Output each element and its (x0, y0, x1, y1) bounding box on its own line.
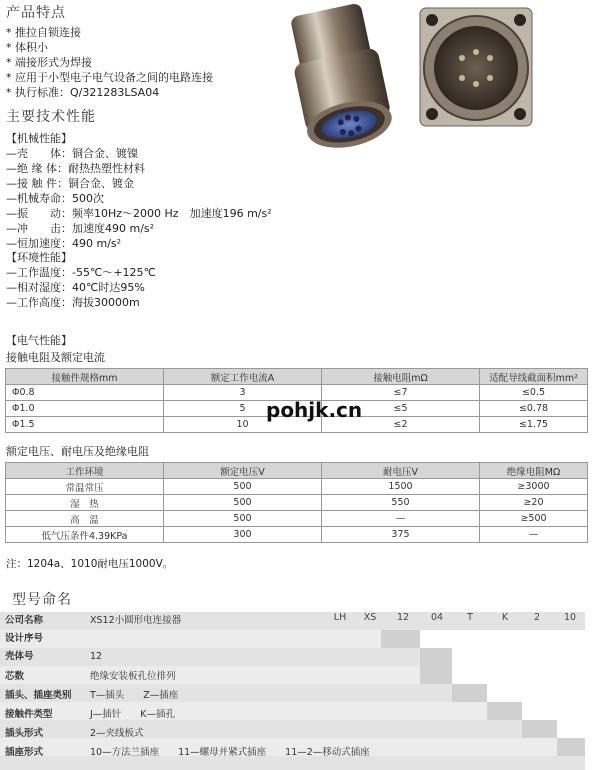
spec-line: —绝 缘 体：耐热热塑性材料 (6, 162, 145, 175)
table-cell: 500 (164, 495, 322, 511)
socket-connector-image (420, 8, 532, 126)
table-header-row (6, 463, 588, 479)
table-row (6, 479, 588, 495)
table-cell: ≤0.78 (480, 401, 588, 417)
table-cell: 300 (164, 527, 322, 543)
connector-product-photo (262, 0, 552, 160)
model-code: 12 (396, 612, 410, 623)
model-row-label: 设计序号 (5, 633, 44, 644)
feature-list (6, 25, 213, 100)
section-title-tech: 主要技术性能 (6, 109, 96, 125)
step-band (420, 648, 452, 684)
table-header-cell: 接触件规格mm (6, 369, 164, 385)
table-cell: 低气压条件4.39KPa (6, 527, 164, 543)
spec-line: —振 动：频率10Hz～2000 Hz 加速度196 m/s² (6, 207, 272, 220)
step-band (381, 630, 420, 648)
table-cell: Φ1.0 (6, 401, 164, 417)
table-cell: 常温常压 (6, 479, 164, 495)
table-cell: Φ1.5 (6, 417, 164, 433)
table-row (6, 511, 588, 527)
note-text: 注：1204a、1010耐电压1000V。 (6, 558, 174, 570)
table-row (6, 495, 588, 511)
model-row-label: 接触件类型 (5, 709, 53, 720)
table-header-cell: 适配导线截面积mm² (480, 369, 588, 385)
spec-line: —冲 击：加速度490 m/s² (6, 222, 155, 235)
model-row-value: 绝缘安装板孔位排列 (90, 671, 176, 682)
spec-line: —接 触 件：铜合金、镀金 (6, 177, 134, 190)
table-header-cell: 绝缘电阻MΩ (480, 463, 588, 479)
model-row-value: T—插头 Z—插座 (90, 690, 179, 701)
model-code: K (501, 612, 509, 623)
model-row-value: XS12小圆形电连接器 (90, 615, 182, 626)
table-cell: ≤0.5 (480, 385, 588, 401)
table-cell: 500 (164, 511, 322, 527)
table-header-cell: 接触电阻mΩ (322, 369, 480, 385)
spec-line: —工作高度：海拔30000m (6, 296, 140, 309)
feature-item: * 执行标准：Q/321283LSA04 (6, 86, 160, 99)
model-row-value: 2—夹线板式 (90, 728, 144, 739)
mechanical-section (6, 131, 272, 251)
model-row-label: 插座形式 (5, 747, 44, 758)
section-title-product-features: 产品特点 (6, 5, 66, 21)
feature-item: * 端接形式为焊接 (6, 56, 92, 69)
model-row-label: 插头、插座类别 (5, 690, 72, 701)
table-cell: Φ0.8 (6, 385, 164, 401)
plug-connector-image (283, 1, 396, 155)
voltage-table-title: 额定电压、耐电压及绝缘电阻 (6, 445, 149, 458)
model-row (0, 744, 585, 762)
model-code: XS (363, 612, 377, 623)
table-cell: 10 (164, 417, 322, 433)
table-cell: ≥3000 (480, 479, 588, 495)
model-code: LH (333, 612, 347, 623)
model-code: T (467, 612, 473, 623)
table-cell: 550 (322, 495, 480, 511)
step-band (522, 720, 557, 738)
table-cell: — (322, 511, 480, 527)
model-code: 10 (563, 612, 577, 623)
model-row-label: 公司名称 (5, 615, 44, 626)
model-row-value: 12 (90, 651, 103, 662)
table-cell: ≤1.75 (480, 417, 588, 433)
spec-line: —相对湿度：40℃时达95% (6, 281, 145, 294)
spec-line: —工作温度：-55℃～+125℃ (6, 266, 156, 279)
model-row-value: J—插针 K—插孔 (90, 709, 176, 720)
spec-line: —机械寿命：500次 (6, 192, 104, 205)
model-row (0, 668, 420, 686)
model-row-label: 插头形式 (5, 728, 44, 739)
feature-item: * 推拉自锁连接 (6, 26, 81, 39)
table-cell: ≥500 (480, 511, 588, 527)
electrical-title: 【电气性能】 (6, 334, 72, 347)
table-cell: ≤7 (322, 385, 480, 401)
step-band (487, 702, 522, 720)
feature-item: * 体积小 (6, 41, 48, 54)
model-row (0, 648, 420, 666)
model-row (0, 725, 520, 743)
table-cell: ≤2 (322, 417, 480, 433)
model-row (0, 612, 320, 630)
table-cell: 高 温 (6, 511, 164, 527)
table-cell: 湿 热 (6, 495, 164, 511)
model-row-value: 10—方法兰插座 11—螺母并紧式插座 11—2—移动式插座 (90, 747, 370, 758)
model-code: 04 (430, 612, 444, 623)
environment-title: 【环境性能】 (6, 251, 72, 264)
contact-table-title: 接触电阻及额定电流 (6, 351, 105, 364)
voltage-table (5, 462, 588, 543)
spec-line: —恒加速度：490 m/s² (6, 237, 122, 250)
table-cell: 5 (164, 401, 322, 417)
table-header-cell: 工作环境 (6, 463, 164, 479)
environment-section (6, 250, 156, 310)
model-row (0, 630, 380, 648)
mechanical-title: 【机械性能】 (6, 132, 72, 145)
table-cell: ≥20 (480, 495, 588, 511)
watermark-text: pohjk.cn (266, 398, 363, 422)
table-cell: — (480, 527, 588, 543)
model-naming-diagram (0, 612, 600, 770)
table-row (6, 527, 588, 543)
model-row-label: 壳体号 (5, 651, 34, 662)
model-row (0, 687, 450, 705)
feature-item: * 应用于小型电子电气设备之间的电路连接 (6, 71, 213, 84)
model-row-label: 芯数 (5, 671, 25, 682)
model-row (0, 706, 485, 724)
step-band (452, 684, 487, 702)
model-code: 2 (533, 612, 541, 623)
table-cell: 500 (164, 479, 322, 495)
table-header-cell: 额定工作电流A (164, 369, 322, 385)
table-header-cell: 额定电压V (164, 463, 322, 479)
table-cell: 3 (164, 385, 322, 401)
table-cell: ≤5 (322, 401, 480, 417)
section-title-model: 型号命名 (12, 592, 72, 608)
table-header-row (6, 369, 588, 385)
table-header-cell: 耐电压V (322, 463, 480, 479)
spec-line: —壳 体：铜合金、镀镍 (6, 147, 138, 160)
table-cell: 1500 (322, 479, 480, 495)
table-cell: 375 (322, 527, 480, 543)
